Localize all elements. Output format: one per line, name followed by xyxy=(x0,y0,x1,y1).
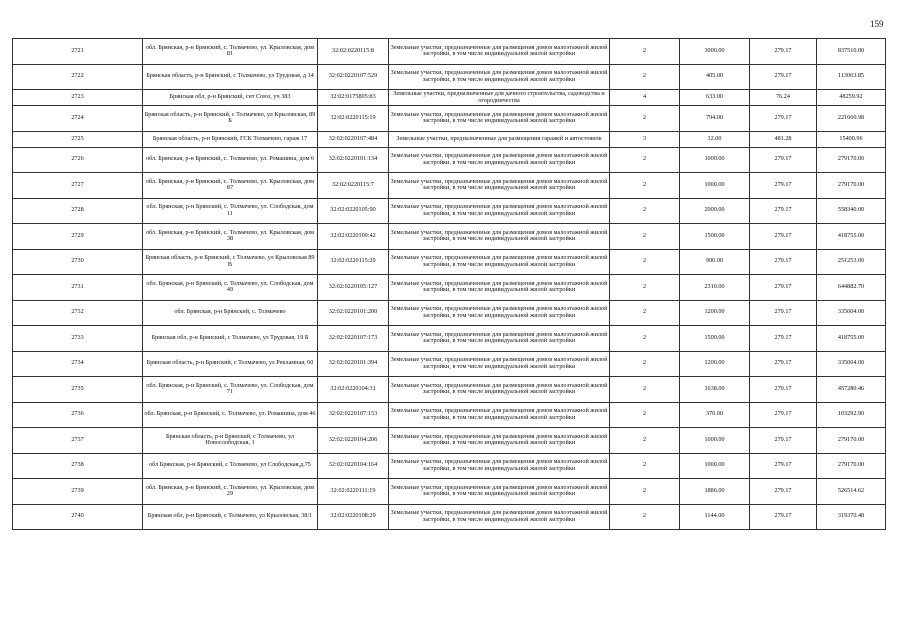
address-cell: Брянская область, р-н Брянский, с Толмачево, ул Крыловская 89 В xyxy=(143,249,318,275)
table-row xyxy=(13,198,886,224)
rate-cell: 279.17 xyxy=(750,326,817,352)
category-cell: 3 xyxy=(610,131,680,147)
category-cell: 2 xyxy=(610,402,680,428)
land-use-cell: Земельные участки, предназначенные для дачного строительства, садоводства и огородничества xyxy=(389,90,610,106)
row-number: 2726 xyxy=(13,147,143,173)
cadastral-value-cell: 335004.00 xyxy=(817,300,886,326)
table-row xyxy=(13,90,886,106)
address-cell: Брянская обл, р-н Брянский, снт Союз, уч 383 xyxy=(143,90,318,106)
category-cell: 2 xyxy=(610,198,680,224)
rate-cell: 279.17 xyxy=(750,504,817,530)
rate-cell: 279.17 xyxy=(750,147,817,173)
address-cell: обл. Брянская, р-н Брянский, с. Толмачево, ул. Крыловская, дом 87 xyxy=(143,173,318,199)
area-cell: 1500.00 xyxy=(680,326,750,352)
address-cell: Брянская область, р-н Брянский, с Толмачево, ул Рекламная, 60 xyxy=(143,351,318,377)
cadastral-number-cell: 32:02:0220115:8 xyxy=(318,39,389,65)
cadastral-value-cell: 48259.92 xyxy=(817,90,886,106)
area-cell: 794.00 xyxy=(680,106,750,132)
row-number: 2733 xyxy=(13,326,143,352)
row-number: 2723 xyxy=(13,90,143,106)
cadastral-value-cell: 113063.85 xyxy=(817,64,886,90)
address-cell: обл. Брянская, р-н Брянский, с. Толмачево, ул. Ромашина, дом 46 xyxy=(143,402,318,428)
area-cell: 1638.00 xyxy=(680,377,750,403)
address-cell: Брянская область, р-н Брянский, ГСК Толмачево, гараж 17 xyxy=(143,131,318,147)
area-cell: 1000.00 xyxy=(680,453,750,479)
cadastral-number-cell: 32:02:0220104:206 xyxy=(318,428,389,454)
area-cell: 405.00 xyxy=(680,64,750,90)
row-number: 2731 xyxy=(13,275,143,301)
rate-cell: 481.28 xyxy=(750,131,817,147)
cadastral-value-cell: 279170.00 xyxy=(817,173,886,199)
cadastral-value-cell: 457280.46 xyxy=(817,377,886,403)
rate-cell: 279.17 xyxy=(750,402,817,428)
cadastral-value-cell: 526514.62 xyxy=(817,479,886,505)
land-use-cell: Земельные участки, предназначенные для размещения домов малоэтажной жилой застройки, в том числе индивидуальной жилой застройки xyxy=(389,64,610,90)
page-number: 159 xyxy=(870,19,884,29)
cadastral-number-cell: 32:02:0220111:19 xyxy=(318,479,389,505)
table-row xyxy=(13,275,886,301)
cadastral-number-cell: 32:02:0220115:19 xyxy=(318,106,389,132)
cadastral-value-cell: 279170.00 xyxy=(817,428,886,454)
address-cell: Брянская область, р-н Брянский, с Толмачево, ул Новослободская, 1 xyxy=(143,428,318,454)
rate-cell: 279.17 xyxy=(750,64,817,90)
cadastral-number-cell: 32:02:0220101:134 xyxy=(318,147,389,173)
area-cell: 32.00 xyxy=(680,131,750,147)
table-row xyxy=(13,147,886,173)
cadastral-value-cell: 418755.00 xyxy=(817,224,886,250)
row-number: 2739 xyxy=(13,479,143,505)
cadastral-value-cell: 558340.00 xyxy=(817,198,886,224)
table-row xyxy=(13,173,886,199)
area-cell: 900.00 xyxy=(680,249,750,275)
rate-cell: 279.17 xyxy=(750,249,817,275)
table-row xyxy=(13,326,886,352)
rate-cell: 279.17 xyxy=(750,428,817,454)
category-cell: 2 xyxy=(610,39,680,65)
land-use-cell: Земельные участки, предназначенные для размещения домов малоэтажной жилой застройки, в том числе индивидуальной жилой застройки xyxy=(389,453,610,479)
area-cell: 1000.00 xyxy=(680,173,750,199)
category-cell: 2 xyxy=(610,106,680,132)
address-cell: обл. Брянская, р-н Брянский, с. Толмачево, ул. Крыловская, дом 81 xyxy=(143,39,318,65)
land-use-cell: Земельные участки, предназначенные для размещения домов малоэтажной жилой застройки, в том числе индивидуальной жилой застройки xyxy=(389,173,610,199)
land-use-cell: Земельные участки, предназначенные для размещения домов малоэтажной жилой застройки, в том числе индивидуальной жилой застройки xyxy=(389,249,610,275)
category-cell: 4 xyxy=(610,90,680,106)
row-number: 2734 xyxy=(13,351,143,377)
address-cell: обл Брянская, р-н Брянский, с Толмачево, ул Слободская,д.75 xyxy=(143,453,318,479)
area-cell: 2000.00 xyxy=(680,198,750,224)
table-row xyxy=(13,300,886,326)
cadastral-number-cell: 32:02:0220104:31 xyxy=(318,377,389,403)
address-cell: Брянская область, р-н Брянский, с Толмачево, ул Крыловская, 89 Б xyxy=(143,106,318,132)
rate-cell: 279.17 xyxy=(750,300,817,326)
cadastral-number-cell: 32:02:0220109:42 xyxy=(318,224,389,250)
rate-cell: 279.17 xyxy=(750,479,817,505)
row-number: 2728 xyxy=(13,198,143,224)
category-cell: 2 xyxy=(610,351,680,377)
land-use-cell: Земельные участки, предназначенные для размещения домов малоэтажной жилой застройки, в том числе индивидуальной жилой застройки xyxy=(389,351,610,377)
table-row xyxy=(13,479,886,505)
area-cell: 1000.00 xyxy=(680,428,750,454)
row-number: 2722 xyxy=(13,64,143,90)
address-cell: обл. Брянская, р-н Брянский, с. Толмачево, ул. Слободская, дом 11 xyxy=(143,198,318,224)
cadastral-number-cell: 32:02:0220107:153 xyxy=(318,402,389,428)
cadastral-value-cell: 319370.48 xyxy=(817,504,886,530)
land-use-cell: Земельные участки, предназначенные для размещения домов малоэтажной жилой застройки, в том числе индивидуальной жилой застройки xyxy=(389,275,610,301)
area-cell: 633.00 xyxy=(680,90,750,106)
land-use-cell: Земельные участки, предназначенные для размещения домов малоэтажной жилой застройки, в том числе индивидуальной жилой застройки xyxy=(389,504,610,530)
land-use-cell: Земельные участки, предназначенные для размещения домов малоэтажной жилой застройки, в том числе индивидуальной жилой застройки xyxy=(389,402,610,428)
category-cell: 2 xyxy=(610,453,680,479)
cadastral-number-cell: 32:02:0220107:173 xyxy=(318,326,389,352)
land-use-cell: Земельные участки, предназначенные для размещения домов малоэтажной жилой застройки, в том числе индивидуальной жилой застройки xyxy=(389,479,610,505)
cadastral-value-cell: 279170.00 xyxy=(817,453,886,479)
cadastral-number-cell: 32:02:0175805:83 xyxy=(318,90,389,106)
area-cell: 1200.00 xyxy=(680,300,750,326)
table-row xyxy=(13,377,886,403)
area-cell: 370.00 xyxy=(680,402,750,428)
row-number: 2732 xyxy=(13,300,143,326)
table-row xyxy=(13,453,886,479)
land-use-cell: Земельные участки, предназначенные для размещения гаражей и автостоянок xyxy=(389,131,610,147)
table-row xyxy=(13,402,886,428)
table-row xyxy=(13,39,886,65)
category-cell: 2 xyxy=(610,173,680,199)
address-cell: обл. Брянская, р-н Брянский, с. Толмачево, ул. Слободская, дом 71 xyxy=(143,377,318,403)
cadastral-number-cell: 32:02:0220101:200 xyxy=(318,300,389,326)
land-use-cell: Земельные участки, предназначенные для размещения домов малоэтажной жилой застройки, в том числе индивидуальной жилой застройки xyxy=(389,198,610,224)
area-cell: 2310.00 xyxy=(680,275,750,301)
row-number: 2729 xyxy=(13,224,143,250)
category-cell: 2 xyxy=(610,275,680,301)
rate-cell: 279.17 xyxy=(750,351,817,377)
row-number: 2727 xyxy=(13,173,143,199)
cadastral-number-cell: 32:02:0220115:7 xyxy=(318,173,389,199)
category-cell: 2 xyxy=(610,249,680,275)
row-number: 2740 xyxy=(13,504,143,530)
table-row xyxy=(13,249,886,275)
cadastral-value-cell: 644882.70 xyxy=(817,275,886,301)
rate-cell: 279.17 xyxy=(750,224,817,250)
area-cell: 1886.00 xyxy=(680,479,750,505)
table-row xyxy=(13,224,886,250)
row-number: 2738 xyxy=(13,453,143,479)
area-cell: 1200.00 xyxy=(680,351,750,377)
cadastral-value-cell: 103292.90 xyxy=(817,402,886,428)
land-use-cell: Земельные участки, предназначенные для размещения домов малоэтажной жилой застройки, в том числе индивидуальной жилой застройки xyxy=(389,428,610,454)
rate-cell: 279.17 xyxy=(750,453,817,479)
cadastral-value-cell: 251253.00 xyxy=(817,249,886,275)
rate-cell: 279.17 xyxy=(750,173,817,199)
rate-cell: 279.17 xyxy=(750,198,817,224)
address-cell: обл. Брянская, р-н Брянский, с. Толмачево, ул. Слободская, дом 49 xyxy=(143,275,318,301)
cadastral-number-cell: 32:02:0220101:394 xyxy=(318,351,389,377)
category-cell: 2 xyxy=(610,224,680,250)
cadastral-number-cell: 32:02:0220104:164 xyxy=(318,453,389,479)
category-cell: 2 xyxy=(610,64,680,90)
row-number: 2735 xyxy=(13,377,143,403)
rate-cell: 76.24 xyxy=(750,90,817,106)
table-row xyxy=(13,504,886,530)
land-use-cell: Земельные участки, предназначенные для размещения домов малоэтажной жилой застройки, в том числе индивидуальной жилой застройки xyxy=(389,147,610,173)
row-number: 2725 xyxy=(13,131,143,147)
address-cell: обл. Брянская, р-н Брянский, с. Толмачево, ул. Ромашина, дом 6 xyxy=(143,147,318,173)
row-number: 2730 xyxy=(13,249,143,275)
land-plots-table xyxy=(12,38,886,530)
rate-cell: 279.17 xyxy=(750,39,817,65)
land-use-cell: Земельные участки, предназначенные для размещения домов малоэтажной жилой застройки, в том числе индивидуальной жилой застройки xyxy=(389,39,610,65)
land-use-cell: Земельные участки, предназначенные для размещения домов малоэтажной жилой застройки, в том числе индивидуальной жилой застройки xyxy=(389,106,610,132)
address-cell: Брянская обл, р-н Брянский, с Толмачево, ул Трудовая, 19 Б xyxy=(143,326,318,352)
address-cell: обл. Брянская, р-н Брянский, с. Толмачево, ул. Крыловская, дом 38 xyxy=(143,224,318,250)
category-cell: 2 xyxy=(610,479,680,505)
address-cell: Брянская обл, р-н Брянский, с Толмачево, ул Крыловская, 38/1 xyxy=(143,504,318,530)
land-use-cell: Земельные участки, предназначенные для размещения домов малоэтажной жилой застройки, в том числе индивидуальной жилой застройки xyxy=(389,224,610,250)
land-use-cell: Земельные участки, предназначенные для размещения домов малоэтажной жилой застройки, в том числе индивидуальной жилой застройки xyxy=(389,326,610,352)
cadastral-value-cell: 335004.00 xyxy=(817,351,886,377)
cadastral-value-cell: 221660.98 xyxy=(817,106,886,132)
row-number: 2721 xyxy=(13,39,143,65)
table-row xyxy=(13,428,886,454)
land-use-cell: Земельные участки, предназначенные для размещения домов малоэтажной жилой застройки, в том числе индивидуальной жилой застройки xyxy=(389,377,610,403)
cadastral-number-cell: 32:02:0220108:29 xyxy=(318,504,389,530)
area-cell: 1500.00 xyxy=(680,224,750,250)
cadastral-number-cell: 32:02:0220107:529 xyxy=(318,64,389,90)
address-cell: Брянская область, р-н Брянский, с Толмачево, ул Трудовая, д 14 xyxy=(143,64,318,90)
rate-cell: 279.17 xyxy=(750,377,817,403)
rate-cell: 279.17 xyxy=(750,106,817,132)
rate-cell: 279.17 xyxy=(750,275,817,301)
cadastral-number-cell: 32:02:0220105:90 xyxy=(318,198,389,224)
category-cell: 2 xyxy=(610,300,680,326)
cadastral-value-cell: 418755.00 xyxy=(817,326,886,352)
cadastral-number-cell: 32:02:0220115:20 xyxy=(318,249,389,275)
table-row xyxy=(13,131,886,147)
row-number: 2736 xyxy=(13,402,143,428)
cadastral-value-cell: 279170.00 xyxy=(817,147,886,173)
table-row xyxy=(13,64,886,90)
cadastral-value-cell: 15400.96 xyxy=(817,131,886,147)
cadastral-number-cell: 32:02:0220105:127 xyxy=(318,275,389,301)
area-cell: 3000.00 xyxy=(680,39,750,65)
address-cell: обл. Брянская, р-н Брянский, с. Толмачево xyxy=(143,300,318,326)
category-cell: 2 xyxy=(610,147,680,173)
cadastral-number-cell: 32:02:0220107:484 xyxy=(318,131,389,147)
category-cell: 2 xyxy=(610,326,680,352)
cadastral-value-cell: 837510.00 xyxy=(817,39,886,65)
row-number: 2724 xyxy=(13,106,143,132)
address-cell: обл. Брянская, р-н Брянский, с. Толмачево, ул. Крыловская, дом 29 xyxy=(143,479,318,505)
table-row xyxy=(13,106,886,132)
category-cell: 2 xyxy=(610,377,680,403)
row-number: 2737 xyxy=(13,428,143,454)
area-cell: 1000.00 xyxy=(680,147,750,173)
table-row xyxy=(13,351,886,377)
area-cell: 1144.00 xyxy=(680,504,750,530)
table-body xyxy=(13,39,886,530)
category-cell: 2 xyxy=(610,504,680,530)
land-use-cell: Земельные участки, предназначенные для размещения домов малоэтажной жилой застройки, в том числе индивидуальной жилой застройки xyxy=(389,300,610,326)
category-cell: 2 xyxy=(610,428,680,454)
